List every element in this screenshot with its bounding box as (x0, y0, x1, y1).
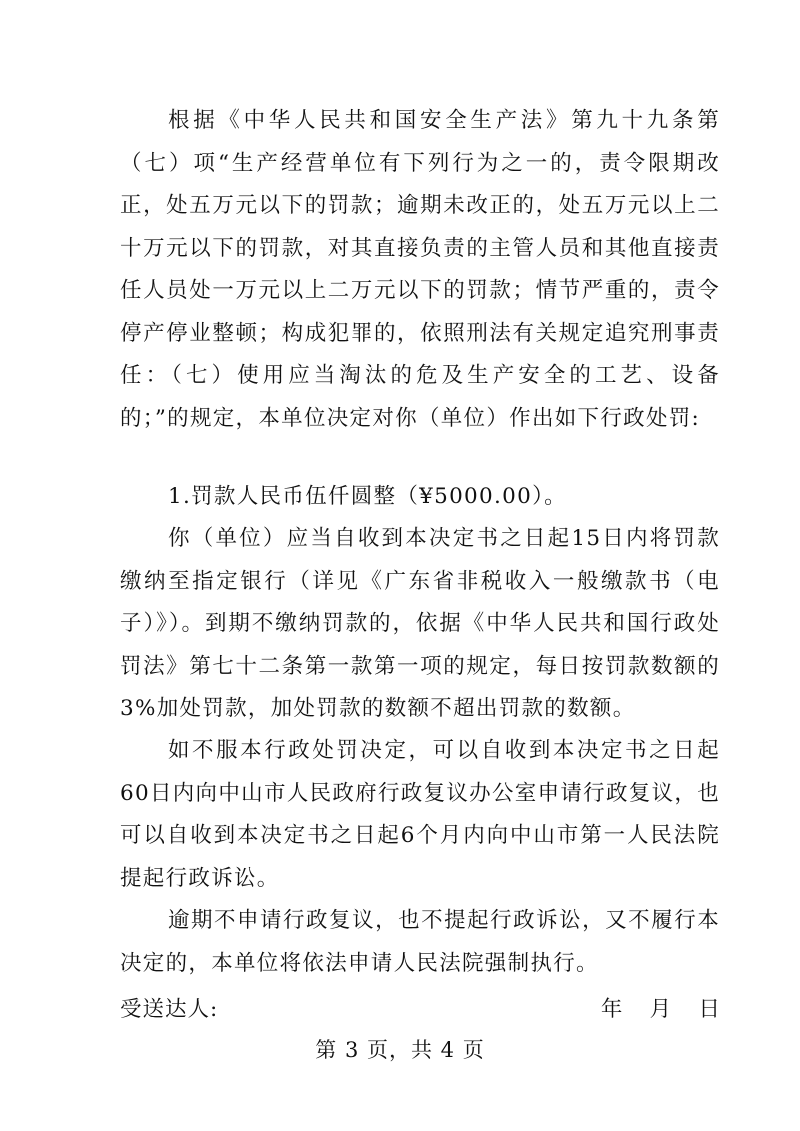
payment-instructions-paragraph: 你（单位）应当自收到本决定书之日起15日内将罚款缴纳至指定银行（详见《广东省非税收入一般缴款书（电子）》）。到期不缴纳罚款的，依据《中华人民共和国行政处罚法》第七十二条第一款第一项的规定，每日按罚款数额的3%加处罚款，加处罚款的数额不超出罚款的数额。 (120, 526, 720, 721)
fine-amount-paragraph: 1.罚款人民币伍仟圆整（¥5000.00）。 (168, 484, 567, 509)
penalty-basis-paragraph: 根据《中华人民共和国安全生产法》第九十九条第（七）项“生产经营单位有下列行为之一的，责令限期改正，处五万元以下的罚款；逾期未改正的，处五万元以上二十万元以下的罚款，对其直接负责的主管人员和其他直接责任人员处一万元以上二万元以下的罚款；情节严重的，责令停产停业整顿；构成犯罪的，依照刑法有关规定追究刑事责任：（七）使用应当淘汰的危及生产安全的工艺、设备的；”的规定，本单位决定对你（单位）作出如下行政处罚: (120, 108, 720, 431)
date-line: 年 月 日 (600, 997, 720, 1022)
appeal-rights-paragraph: 如不服本行政处罚决定，可以自收到本决定书之日起60日内向中山市人民政府行政复议办公室申请行政复议，也可以自收到本决定书之日起6个月内向中山市第一人民法院提起行政诉讼。 (120, 738, 720, 891)
recipient-row (120, 988, 720, 1032)
recipient-label: 受送达人: (120, 997, 219, 1022)
enforcement-paragraph: 逾期不申请行政复议，也不提起行政诉讼，又不履行本决定的，本单位将依法申请人民法院强制执行。 (120, 908, 720, 976)
page-number: 第 3 页，共 4 页 (315, 1038, 485, 1062)
